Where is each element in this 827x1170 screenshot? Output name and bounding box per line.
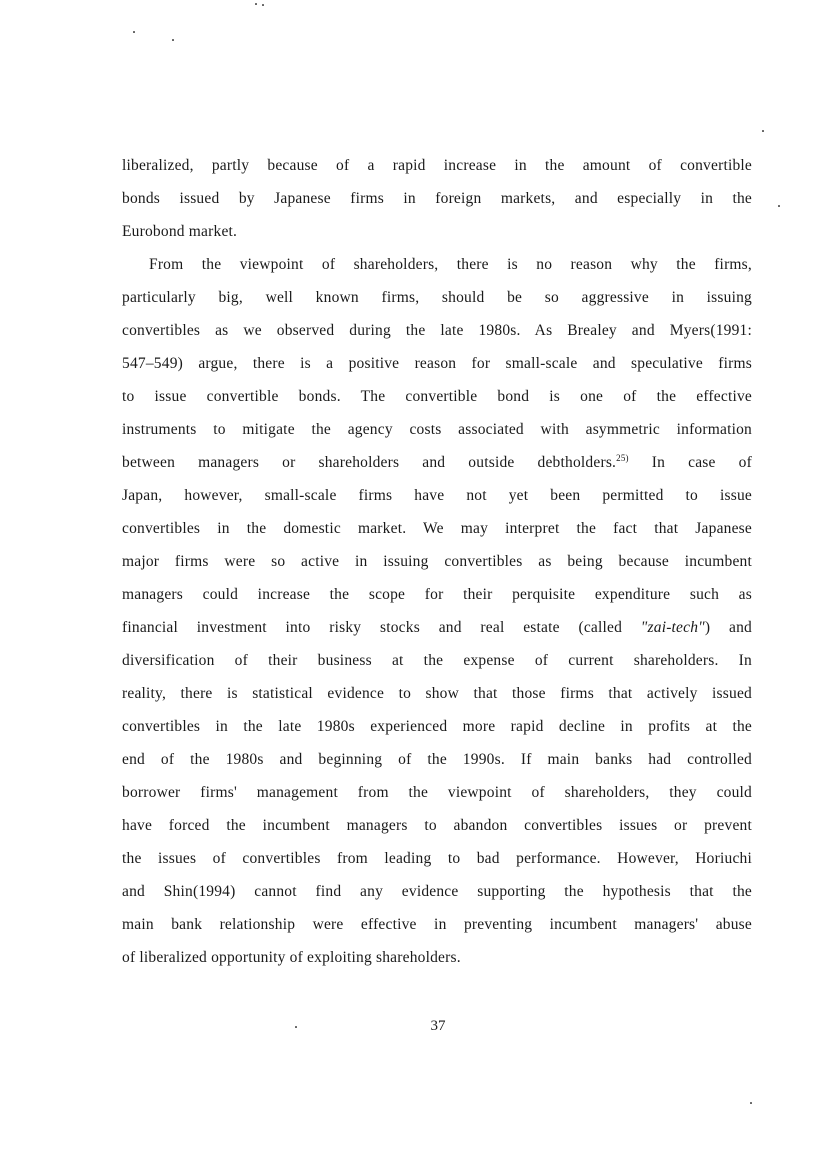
italic-term: "zai-tech" bbox=[640, 619, 705, 636]
footnote-marker: 25) bbox=[616, 452, 629, 463]
text-line: convertibles as we observed during the late 1980s. As Brealey and Myers(1991: bbox=[122, 322, 752, 339]
text-line: bonds issued by Japanese firms in foreign markets, and especially in the bbox=[122, 190, 752, 207]
scan-speck bbox=[295, 1026, 297, 1028]
text-line: the issues of convertibles from leading to bad performance. However, Horiuchi bbox=[122, 850, 752, 867]
page-number: 37 bbox=[430, 1018, 446, 1034]
text-line: convertibles in the late 1980s experienced more rapid decline in profits at the bbox=[122, 718, 752, 735]
text-line: end of the 1980s and beginning of the 1990s. If main banks had controlled bbox=[122, 751, 752, 768]
text-line: diversification of their business at the expense of current shareholders. In bbox=[122, 652, 752, 669]
text-line: borrower firms' management from the viewpoint of shareholders, they could bbox=[122, 784, 752, 801]
text-line: convertibles in the domestic market. We may interpret the fact that Japanese bbox=[122, 520, 752, 537]
text-line: to issue convertible bonds. The convertible bond is one of the effective bbox=[122, 388, 752, 405]
line-text-tail: ) and bbox=[704, 619, 752, 636]
text-line: particularly big, well known firms, should be so aggressive in issuing bbox=[122, 289, 752, 306]
scan-speck bbox=[133, 31, 135, 33]
scan-speck bbox=[750, 1102, 752, 1104]
text-line bbox=[122, 615, 752, 641]
text-line bbox=[122, 450, 752, 476]
line-text: between managers or shareholders and outside debtholders. bbox=[122, 454, 617, 471]
text-line: reality, there is statistical evidence to show that those firms that actively issued bbox=[122, 685, 752, 702]
text-line: and Shin(1994) cannot find any evidence supporting the hypothesis that the bbox=[122, 883, 752, 900]
line-text: financial investment into risky stocks and real estate (called bbox=[122, 619, 641, 636]
scan-speck bbox=[172, 39, 174, 41]
text-line: Eurobond market. bbox=[122, 223, 238, 240]
text-line: of liberalized opportunity of exploiting shareholders. bbox=[122, 949, 461, 966]
text-line: 547–549) argue, there is a positive reason for small-scale and speculative firms bbox=[122, 355, 752, 372]
scan-speck bbox=[778, 205, 780, 207]
scan-speck bbox=[262, 4, 264, 6]
scan-speck bbox=[762, 130, 764, 132]
text-line: main bank relationship were effective in preventing incumbent managers' abuse bbox=[122, 916, 752, 933]
scan-speck bbox=[255, 3, 257, 5]
text-line: liberalized, partly because of a rapid increase in the amount of convertible bbox=[122, 157, 752, 174]
text-line: Japan, however, small-scale firms have not yet been permitted to issue bbox=[122, 487, 752, 504]
text-line: From the viewpoint of shareholders, there is no reason why the firms, bbox=[149, 256, 752, 273]
text-line: managers could increase the scope for their perquisite expenditure such as bbox=[122, 586, 752, 603]
text-line: have forced the incumbent managers to abandon convertibles issues or prevent bbox=[122, 817, 752, 834]
line-text-tail: In case of bbox=[628, 454, 752, 471]
text-line: instruments to mitigate the agency costs associated with asymmetric information bbox=[122, 421, 752, 438]
text-line: major firms were so active in issuing convertibles as being because incumbent bbox=[122, 553, 752, 570]
